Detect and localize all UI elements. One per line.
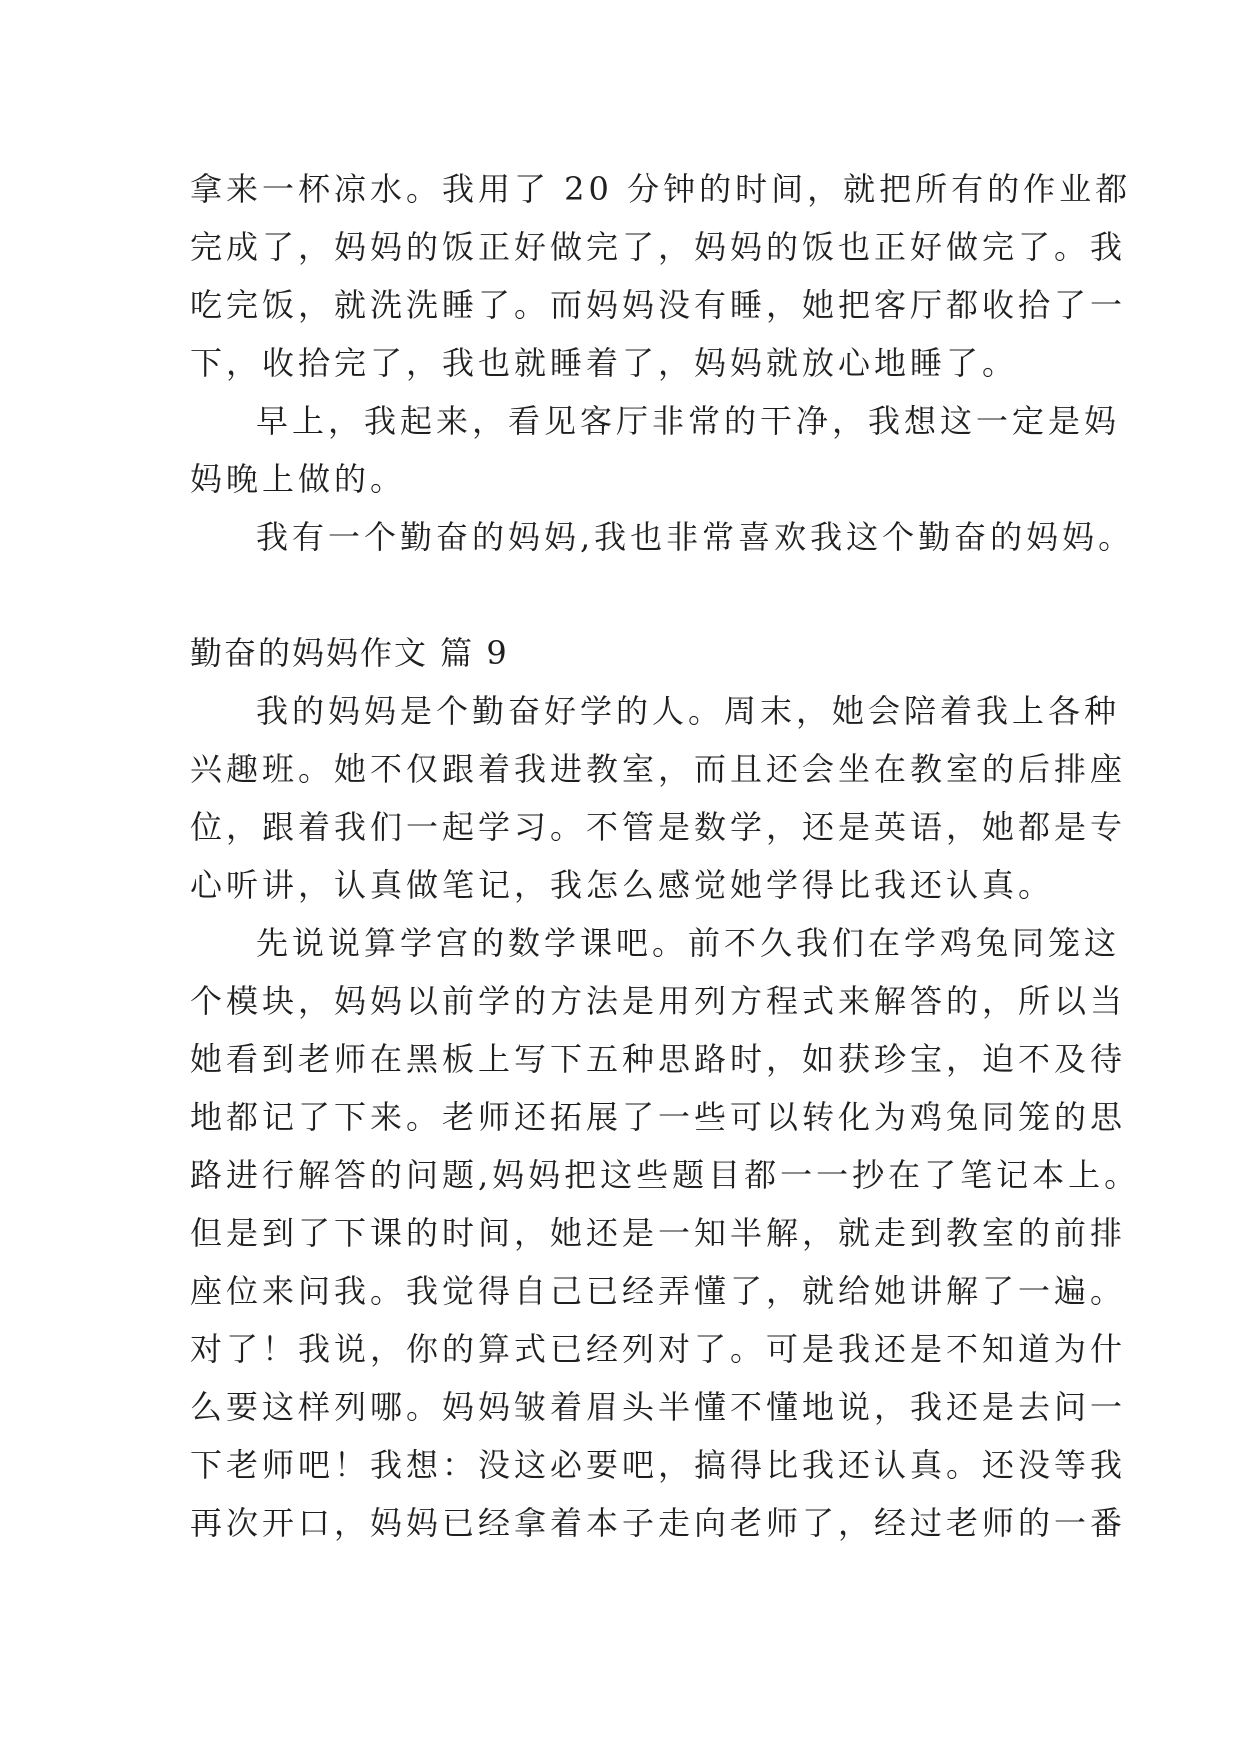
text-line: 兴趣班。她不仅跟着我进教室，而且还会坐在教室的后排座 [190, 750, 1127, 788]
text-line: 吃完饭，就洗洗睡了。而妈妈没有睡，她把客厅都收拾了一 [190, 286, 1127, 324]
text-line: 对了！我说，你的算式已经列对了。可是我还是不知道为什 [190, 1330, 1127, 1368]
text-line: 她看到老师在黑板上写下五种思路时，如获珍宝，迫不及待 [190, 1040, 1127, 1078]
text-line: 路进行解答的问题,妈妈把这些题目都一一抄在了笔记本上。 [190, 1156, 1141, 1194]
document-body [190, 160, 1141, 1552]
text-line: 么要这样列哪。妈妈皱着眉头半懂不懂地说，我还是去问一 [190, 1388, 1127, 1426]
text-line: 先说说算学宫的数学课吧。前不久我们在学鸡兔同笼这 [256, 924, 1121, 962]
section-heading: 勤奋的妈妈作文 篇 9 [190, 634, 509, 672]
text-line: 位，跟着我们一起学习。不管是数学，还是英语，她都是专 [190, 808, 1127, 846]
text-line: 地都记了下来。老师还拓展了一些可以转化为鸡兔同笼的思 [190, 1098, 1127, 1136]
text-line: 我的妈妈是个勤奋好学的人。周末，她会陪着我上各种 [256, 692, 1121, 730]
text-line: 下老师吧！我想：没这必要吧，搞得比我还认真。还没等我 [190, 1446, 1127, 1484]
text-line: 下，收拾完了，我也就睡着了，妈妈就放心地睡了。 [190, 344, 1019, 382]
paragraph-gap [190, 566, 1070, 624]
text-line: 我有一个勤奋的妈妈,我也非常喜欢我这个勤奋的妈妈。 [256, 518, 1135, 556]
text-line: 妈晚上做的。 [190, 460, 407, 498]
text-line: 早上，我起来，看见客厅非常的干净，我想这一定是妈 [256, 402, 1121, 440]
text-line: 心听讲，认真做笔记，我怎么感觉她学得比我还认真。 [190, 866, 1055, 904]
text-line: 座位来问我。我觉得自己已经弄懂了，就给她讲解了一遍。 [190, 1272, 1127, 1310]
text-line: 个模块，妈妈以前学的方法是用列方程式来解答的，所以当 [190, 982, 1127, 1020]
text-line: 再次开口，妈妈已经拿着本子走向老师了，经过老师的一番 [190, 1504, 1127, 1542]
text-line: 但是到了下课的时间，她还是一知半解，就走到教室的前排 [190, 1214, 1127, 1252]
text-line: 拿来一杯凉水。我用了 20 分钟的时间，就把所有的作业都 [190, 170, 1132, 208]
text-line: 完成了，妈妈的饭正好做完了，妈妈的饭也正好做完了。我 [190, 228, 1127, 266]
